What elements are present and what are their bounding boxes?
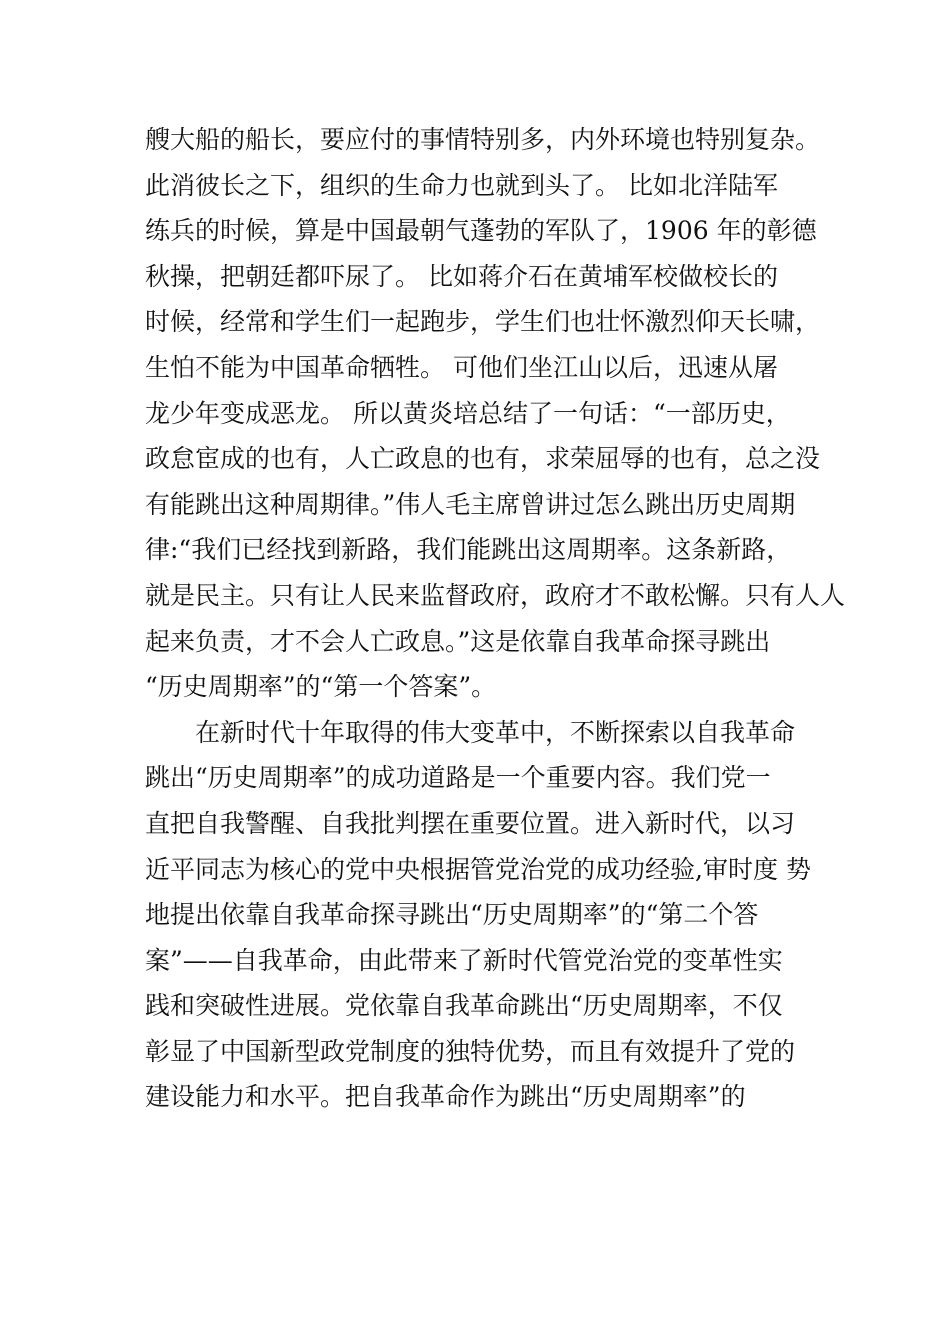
text-line: 跳出“历史周期率”的成功道路是一个重要内容。我们党一	[145, 763, 771, 793]
text-line: 秋操，把朝廷都吓尿了。 比如蒋介石在黄埔军校做校长的	[145, 261, 778, 291]
text-line: 时候，经常和学生们一起跑步，学生们也壮怀激烈仰天长啸，	[145, 307, 821, 337]
text-line: 龙少年变成恶龙。 所以黄炎培总结了一句话：“一部历史，	[145, 398, 791, 428]
text-line: 有能跳出这种周期律。”伟人毛主席曾讲过怎么跳出历史周期	[145, 489, 796, 519]
text-line: 此消彼长之下，组织的生命力也就到头了。 比如北洋陆军	[145, 170, 778, 200]
text-line: 生怕不能为中国革命牺牲。 可他们坐江山以后，迅速从屠	[145, 352, 778, 382]
text-line: 政怠宦成的也有，人亡政息的也有，求荣屈辱的也有，总之没	[145, 444, 821, 474]
text-line: 彰显了中国新型政党制度的独特优势，而且有效提升了党的	[145, 1036, 796, 1066]
text-line: 直把自我警醒、自我批判摆在重要位置。进入新时代，以习	[145, 808, 796, 838]
text-line: 地提出依靠自我革命探寻跳出“历史周期率”的“第二个答	[145, 900, 759, 930]
text-line: 起来负责，才不会人亡政息。”这是依靠自我革命探寻跳出	[145, 626, 771, 656]
text-line: 在新时代十年取得的伟大变革中，不断探索以自我革命	[145, 717, 796, 747]
text-line: 艘大船的船长，要应付的事情特别多，内外环境也特别复杂。	[145, 125, 821, 154]
text-line: 就是民主。只有让人民来监督政府，政府才不敢松懈。只有人人	[145, 580, 846, 610]
text-line: “历史周期率”的“第一个答案”。	[145, 672, 497, 702]
text-line: 建设能力和水平。把自我革命作为跳出“历史周期率”的	[145, 1082, 746, 1112]
text-line: 练兵的时候，算是中国最朝气蓬勃的军队了，1906 年的彰德	[145, 216, 817, 246]
text-line: 践和突破性进展。党依靠自我革命跳出“历史周期率，不仅	[145, 991, 783, 1021]
text-line: 近平同志为核心的党中央根据管党治党的成功经验,审时度 势	[145, 854, 811, 884]
body-text	[145, 117, 846, 1120]
text-line: 案”——自我革命，由此带来了新时代管党治党的变革性实	[145, 945, 783, 975]
text-line: 律:“我们已经找到新路，我们能跳出这周期率。这条新路，	[145, 535, 792, 565]
